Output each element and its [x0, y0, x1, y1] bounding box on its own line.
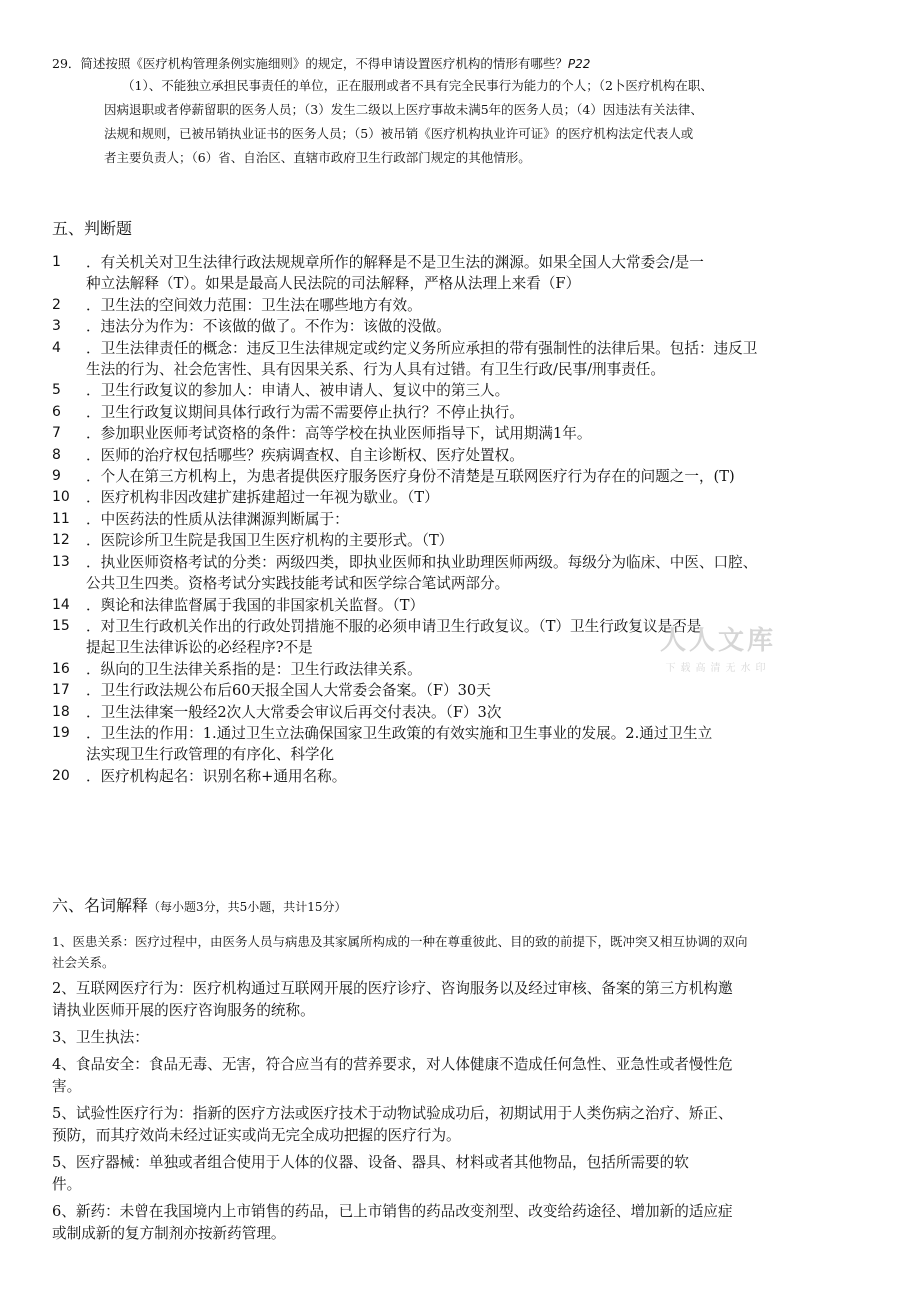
- watermark-logo-text: 人人文库: [659, 626, 776, 656]
- section-6-title: 六、名词解释: [52, 896, 149, 915]
- section-title-true-false: 五、判断题: [52, 219, 133, 238]
- tf-item-body: [86, 252, 872, 295]
- definition-line: 害。: [52, 1078, 82, 1095]
- tf-item-line: ．参加职业医师考试资格的条件：高等学校在执业医师指导下，试用期满1年。: [86, 425, 592, 443]
- definition-item: [52, 978, 872, 1022]
- tf-item-line: 种立法解释（T）。如果是最高人民法院的司法解释，严格从法理上来看（F）: [86, 275, 581, 293]
- tf-item-number: 1: [52, 254, 61, 270]
- tf-item-body: [86, 445, 872, 466]
- tf-item: [52, 316, 872, 337]
- tf-item: [52, 252, 872, 295]
- tf-item-body: [86, 466, 872, 487]
- tf-item-number: 9: [52, 468, 61, 485]
- definition-list: [52, 931, 872, 1250]
- tf-item-number: 13: [52, 553, 70, 570]
- tf-item-line: 法实现卫生行政管理的有序化、科学化: [86, 746, 335, 764]
- tf-item-line: ．纵向的卫生法律关系指的是：卫生行政法律关系。: [86, 660, 422, 678]
- tf-item-line: ．卫生法的空间效力范围：卫生法在哪些地方有效。: [86, 296, 422, 314]
- tf-item-line: ．个人在第三方机构上，为患者提供医疗服务医疗身份不清楚是互联网医疗行为存在的问题之一，(T): [86, 468, 735, 486]
- answer-line: （1）、不能独立承担民事责任的单位，正在服刑或者不具有完全民事行为能力的个人；（2卜医疗机构在职、: [122, 78, 713, 93]
- tf-item: [52, 445, 872, 466]
- question-number: 29: [52, 56, 68, 71]
- tf-item-line: ．中医药法的性质从法律渊源判断属于：: [86, 510, 349, 528]
- tf-item: [52, 487, 872, 508]
- definition-line: 2、互联网医疗行为：医疗机构通过互联网开展的医疗诊疗、咨询服务以及经过审核、备案的第三方机构邀: [52, 980, 733, 997]
- tf-item-number: 7: [52, 425, 61, 442]
- definition-item: [52, 931, 872, 973]
- tf-item-number: 10: [52, 489, 70, 506]
- tf-item-number: 17: [52, 682, 70, 699]
- tf-item: [52, 702, 872, 723]
- tf-item-line: ．卫生行政法规公布后60天报全国人大常委会备案。（F）30天: [86, 682, 491, 700]
- tf-item-number: 8: [52, 446, 61, 463]
- tf-item: [52, 530, 872, 551]
- definition-line: 社会关系。: [52, 955, 115, 970]
- tf-item-line: ．卫生法的作用：1.通过卫生立法确保国家卫生政策的有效实施和卫生事业的发展。2.通过卫生立: [86, 724, 713, 742]
- tf-item-line: ．舆论和法律监督属于我国的非国家机关监督。（T）: [86, 596, 425, 614]
- tf-item-body: [86, 295, 872, 316]
- definition-line: 或制成新的复方制剂亦按新药管理。: [52, 1225, 286, 1242]
- tf-item-body: [86, 680, 872, 701]
- tf-item-body: [86, 595, 872, 616]
- tf-item-line: ．医疗机构非因改建扩建拆建超过一年视为歇业。（T）: [86, 489, 439, 507]
- tf-item-number: 11: [52, 510, 70, 527]
- definition-line: 5、医疗器械：单独或者组合使用于人体的仪器、设备、器具、材料或者其他物品，包括所需要的软: [52, 1154, 689, 1171]
- watermark-subtitle: 下载高清无水印: [665, 663, 771, 674]
- question-29: [52, 54, 872, 170]
- tf-item-line: ．医师的治疗权包括哪些？疾病调查权、自主诊断权、医疗处置权。: [86, 446, 524, 464]
- definition-line: 4、食品安全：食品无毒、无害，符合应当有的营养要求，对人体健康不造成任何急性、亚急性或者慢性危: [52, 1056, 733, 1073]
- tf-item-line: ．卫生法律责任的概念：违反卫生法律规定或约定义务所应承担的带有强制性的法律后果。包括：违反卫: [86, 339, 758, 357]
- watermark: [648, 620, 788, 674]
- tf-item-number: 15: [52, 617, 70, 634]
- page-reference: P22: [567, 57, 591, 71]
- definition-line: 5、试验性医疗行为：指新的医疗方法或医疗技术于动物试验成功后，初期试用于人类伤病之治疗、矫正、: [52, 1105, 733, 1122]
- definition-item: [52, 1201, 872, 1245]
- tf-item-body: [86, 423, 872, 444]
- tf-item-line: ．卫生行政复议的参加人：申请人、被申请人、复议中的第三人。: [86, 382, 510, 400]
- tf-item-number: 16: [52, 660, 70, 677]
- answer-line: 因病退职或者停薪留职的医务人员；（3）发生二级以上医疗事故未满5年的医务人员；（4）因违法有关法律、: [104, 102, 703, 117]
- tf-item: [52, 295, 872, 316]
- tf-item: [52, 552, 872, 595]
- tf-item: [52, 509, 872, 530]
- answer-line: 法规和规则，已被吊销执业证书的医务人员；（5）被吊销《医疗机构执业许可证》的医疗机构法定代表人或: [104, 126, 694, 141]
- tf-item: [52, 680, 872, 701]
- question-29-answer: [52, 74, 872, 170]
- definition-line: 件。: [52, 1176, 82, 1193]
- tf-item: [52, 380, 872, 401]
- tf-item: [52, 723, 872, 766]
- tf-item-number: 14: [52, 596, 70, 613]
- tf-item-number: 20: [52, 767, 70, 784]
- tf-item-number: 18: [52, 703, 70, 720]
- tf-item: [52, 402, 872, 423]
- tf-item-body: [86, 552, 872, 595]
- tf-item-line: ．卫生行政复议期间具体行政行为需不需要停止执行？不停止执行。: [86, 403, 524, 421]
- tf-item-number: 5: [52, 382, 61, 399]
- tf-item-line: 公共卫生四类。资格考试分实践技能考试和医学综合笔试两部分。: [86, 575, 510, 593]
- tf-item-number: 4: [52, 339, 61, 356]
- tf-item-line: 提起卫生法律诉讼的必经程序?不是: [86, 639, 313, 657]
- answer-line: 者主要负责人；（6）省、自治区、直辖市政府卫生行政部门规定的其他情形。: [104, 150, 531, 165]
- tf-item-line: ．医疗机构起名：识别名称+通用名称。: [86, 767, 347, 785]
- tf-item: [52, 595, 872, 616]
- tf-item-number: 2: [52, 296, 61, 313]
- tf-item-body: [86, 702, 872, 723]
- question-29-text: [52, 54, 872, 74]
- tf-item-line: ．医院诊所卫生院是我国卫生医疗机构的主要形式。（T）: [86, 532, 454, 550]
- tf-item-body: [86, 766, 872, 787]
- tf-item-body: [86, 402, 872, 423]
- tf-item-body: [86, 723, 872, 766]
- tf-item: [52, 423, 872, 444]
- true-false-list: [52, 252, 872, 787]
- definition-line: 请执业医师开展的医疗咨询服务的统称。: [52, 1002, 315, 1019]
- tf-item-line: ．执业医师资格考试的分类：两级四类，即执业医师和执业助理医师两级。每级分为临床、中医、口腔、: [86, 553, 758, 571]
- tf-item: [52, 338, 872, 381]
- tf-item-number: 19: [52, 724, 70, 741]
- tf-item: [52, 466, 872, 487]
- section-6-note: （每小题3分，共5小题，共计15分）: [148, 900, 347, 914]
- definition-item: [52, 1054, 872, 1098]
- definition-line: 预防，而其疗效尚未经过证实或尚无完全成功把握的医疗行为。: [52, 1127, 461, 1144]
- definition-line: 1、医患关系：医疗过程中，由医务人员与病患及其家属所构成的一种在尊重彼此、目的致的前提下，既冲突又相互协调的双向: [52, 934, 748, 949]
- tf-item-body: [86, 338, 872, 381]
- section-title-definitions: [52, 893, 347, 916]
- tf-item: [52, 766, 872, 787]
- tf-item-body: [86, 509, 872, 530]
- definition-item: [52, 1152, 872, 1196]
- tf-item-line: ．有关机关对卫生法律行政法规规章所作的解释是不是卫生法的渊源。如果全国人大常委会/是一: [86, 254, 704, 271]
- definition-line: 6、新药：未曾在我国境内上市销售的药品，已上市销售的药品改变剂型、改变给药途径、增加新的适应症: [52, 1203, 733, 1220]
- definition-item: [52, 1027, 872, 1049]
- tf-item-line: ．违法分为作为：不该做的做了。不作为：该做的没做。: [86, 318, 451, 336]
- tf-item-body: [86, 316, 872, 337]
- tf-item-body: [86, 380, 872, 401]
- tf-item-line: 生法的行为、社会危害性、具有因果关系、行为人具有过错。有卫生行政/民事/刑事责任。: [86, 361, 665, 379]
- tf-item-body: [86, 530, 872, 551]
- definition-line: 3、卫生执法：: [52, 1029, 149, 1046]
- question-text: ．简述按照《医疗机构管理条例实施细则》的规定，不得申请设置医疗机构的情形有哪些？: [67, 56, 568, 71]
- tf-item-line: ．对卫生行政机关作出的行政处罚措施不服的必须申请卫生行政复议。（T）卫生行政复议是否是: [86, 617, 702, 635]
- tf-item-number: 12: [52, 532, 70, 549]
- tf-item-number: 6: [52, 403, 61, 420]
- tf-item-number: 3: [52, 318, 61, 335]
- tf-item-body: [86, 487, 872, 508]
- tf-item-line: ．卫生法律案一般经2次人大常委会审议后再交付表决。（F）3次: [86, 703, 502, 721]
- definition-item: [52, 1103, 872, 1147]
